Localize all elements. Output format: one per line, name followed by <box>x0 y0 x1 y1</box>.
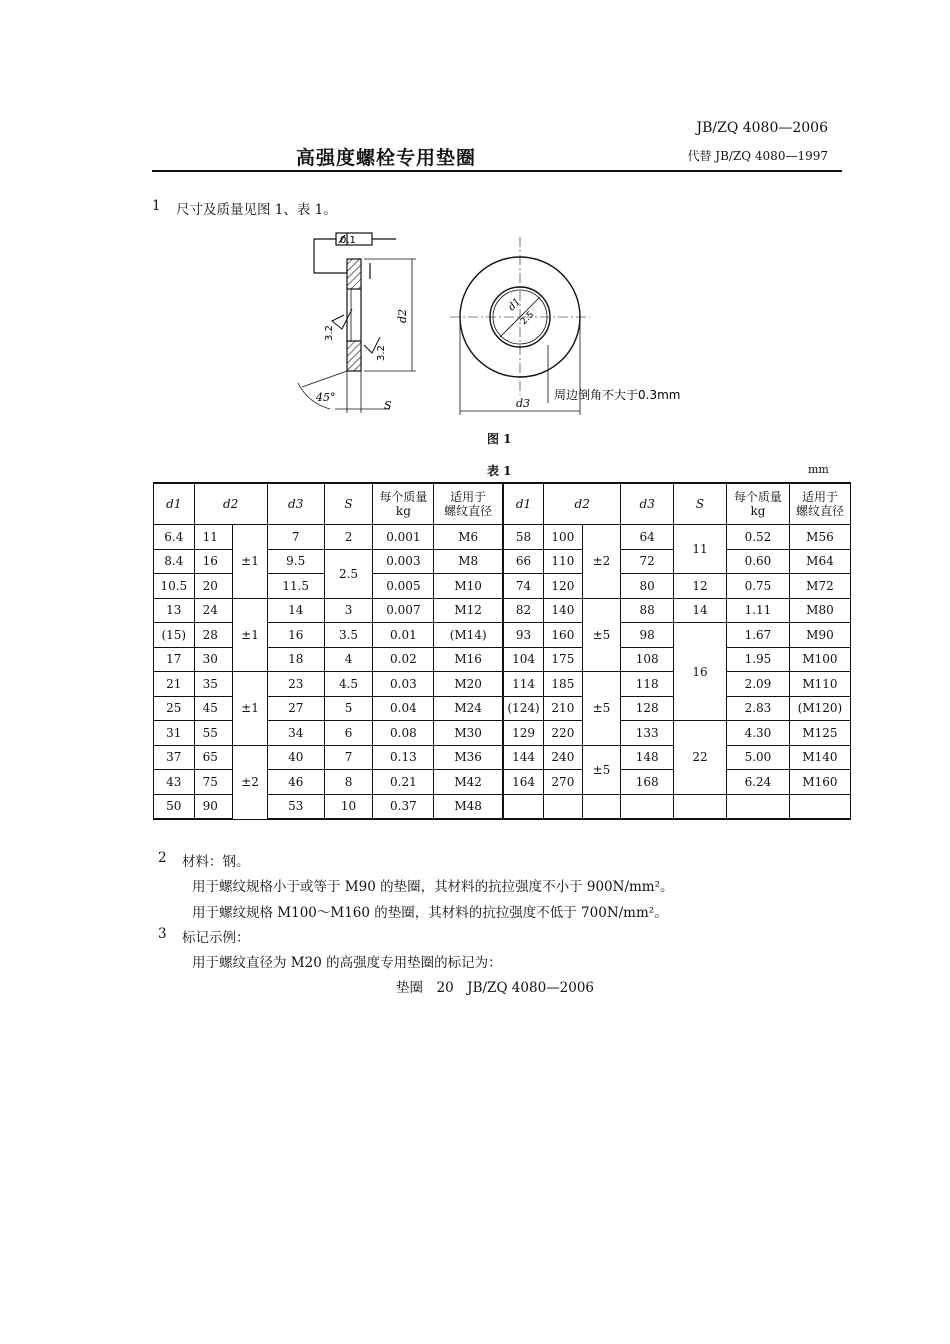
table-cell: M20 <box>434 672 503 697</box>
table-cell: 50 <box>154 794 195 819</box>
table-cell: 220 <box>544 721 583 746</box>
header-d2-right: d2 <box>544 483 621 525</box>
table-cell: 5.00 <box>726 745 789 770</box>
table-cell: 45 <box>194 696 233 721</box>
table-cell: 9.5 <box>267 549 324 574</box>
table-cell: M100 <box>789 647 850 672</box>
table-cell: 75 <box>194 770 233 795</box>
table-cell: 25 <box>154 696 195 721</box>
section-3-number: 3 <box>158 926 167 942</box>
header-d1-right: d1 <box>503 483 544 525</box>
table-cell: 168 <box>621 770 674 795</box>
section-2-number: 2 <box>158 850 167 866</box>
table-cell: 10 <box>324 794 373 819</box>
table-cell: M8 <box>434 549 503 574</box>
table-cell <box>544 794 583 819</box>
table-cell: 2.5 <box>324 549 373 598</box>
table-cell: 98 <box>621 623 674 648</box>
table-cell: 0.003 <box>373 549 434 574</box>
table-cell: 0.03 <box>373 672 434 697</box>
header-d3-right: d3 <box>621 483 674 525</box>
table-cell: M64 <box>789 549 850 574</box>
table-cell: 72 <box>621 549 674 574</box>
table-row <box>154 745 851 770</box>
table-cell: ±5 <box>582 672 621 746</box>
table-cell: M36 <box>434 745 503 770</box>
table-cell: 129 <box>503 721 544 746</box>
table-cell: 1.11 <box>726 598 789 623</box>
table-cell: 0.04 <box>373 696 434 721</box>
dim-small-label: 2.5 <box>519 309 537 328</box>
table-row <box>154 598 851 623</box>
table-cell: 270 <box>544 770 583 795</box>
table-cell <box>582 794 621 819</box>
table-cell: 110 <box>544 549 583 574</box>
table-cell: 210 <box>544 696 583 721</box>
table-cell: 16 <box>194 549 233 574</box>
table-cell: 22 <box>674 721 727 795</box>
section-2-line-2: 用于螺纹规格 M100～M160 的垫圈，其材料的抗拉强度不低于 700N/mm²。 <box>192 905 668 921</box>
table-cell: 133 <box>621 721 674 746</box>
section-3-title: 标记示例： <box>182 930 250 946</box>
table-cell: 0.60 <box>726 549 789 574</box>
table-cell: (15) <box>154 623 195 648</box>
table-cell: M125 <box>789 721 850 746</box>
table-cell: 6 <box>324 721 373 746</box>
table-cell: 240 <box>544 745 583 770</box>
table-cell: 8 <box>324 770 373 795</box>
table-cell: 0.005 <box>373 574 434 599</box>
table-cell: 2.83 <box>726 696 789 721</box>
header-mass-left: 每个质量 kg <box>373 483 434 525</box>
table-cell: M30 <box>434 721 503 746</box>
table-cell: 88 <box>621 598 674 623</box>
table-cell: 8.4 <box>154 549 195 574</box>
roughness-left-label: 3.2 <box>324 325 335 341</box>
table-cell: M12 <box>434 598 503 623</box>
roughness-right-label: 3.2 <box>376 345 387 361</box>
chamfer-note: 周边倒角不大于0.3mm <box>554 388 681 402</box>
table-cell: 0.001 <box>373 525 434 550</box>
table-cell: 4 <box>324 647 373 672</box>
table-cell: ±1 <box>233 525 268 599</box>
table-cell: 65 <box>194 745 233 770</box>
table-cell: 14 <box>674 598 727 623</box>
table-cell <box>503 794 544 819</box>
table-cell: 0.21 <box>373 770 434 795</box>
table-cell: 4.5 <box>324 672 373 697</box>
table-cell: 185 <box>544 672 583 697</box>
table-cell: 35 <box>194 672 233 697</box>
table-cell: 23 <box>267 672 324 697</box>
table-cell: 11 <box>194 525 233 550</box>
table-cell: 40 <box>267 745 324 770</box>
table-cell: 30 <box>194 647 233 672</box>
table-cell: 20 <box>194 574 233 599</box>
table-cell: ±5 <box>582 598 621 672</box>
table-cell: 34 <box>267 721 324 746</box>
table-cell: ±1 <box>233 672 268 746</box>
washer-drawing <box>280 225 720 425</box>
table-cell: 28 <box>194 623 233 648</box>
header-mass-right: 每个质量 kg <box>726 483 789 525</box>
section-2-line-1: 用于螺纹规格小于或等于 M90 的垫圈，其材料的抗拉强度不小于 900N/mm²。 <box>192 879 674 895</box>
table-cell <box>789 794 850 819</box>
table-cell: ±2 <box>582 525 621 599</box>
table-cell: 31 <box>154 721 195 746</box>
table-cell: 2 <box>324 525 373 550</box>
header-thread-right: 适用于 螺纹直径 <box>789 483 850 525</box>
table-cell: 0.08 <box>373 721 434 746</box>
table-row <box>154 525 851 550</box>
table-cell: 0.37 <box>373 794 434 819</box>
dim-d3-label: d3 <box>516 397 531 410</box>
table-cell: 14 <box>267 598 324 623</box>
table-cell: 53 <box>267 794 324 819</box>
table-cell <box>621 794 674 819</box>
standard-number: JB/ZQ 4080—2006 <box>696 120 828 136</box>
table-cell: 120 <box>544 574 583 599</box>
table-cell: M160 <box>789 770 850 795</box>
table-cell: 90 <box>194 794 233 819</box>
table-cell: M110 <box>789 672 850 697</box>
table-cell: 0.75 <box>726 574 789 599</box>
table-cell: 3.5 <box>324 623 373 648</box>
table-cell: 3 <box>324 598 373 623</box>
table-cell: M16 <box>434 647 503 672</box>
table-cell: M48 <box>434 794 503 819</box>
header-d3-left: d3 <box>267 483 324 525</box>
table-cell: (M14) <box>434 623 503 648</box>
table-cell: 5 <box>324 696 373 721</box>
table-cell: 82 <box>503 598 544 623</box>
dimension-table <box>153 482 851 820</box>
header-s-right: S <box>674 483 727 525</box>
table-cell: 13 <box>154 598 195 623</box>
marking-example: 垫圈 20 JB/ZQ 4080—2006 <box>396 980 595 996</box>
table-cell: 164 <box>503 770 544 795</box>
roughness-top-label: 0.1 <box>340 235 356 246</box>
table-cell: (M120) <box>789 696 850 721</box>
table-cell: 0.13 <box>373 745 434 770</box>
table-cell: 160 <box>544 623 583 648</box>
header-thread-left: 适用于 螺纹直径 <box>434 483 503 525</box>
figure-caption: 图 1 <box>487 432 512 446</box>
table-cell: 140 <box>544 598 583 623</box>
table-cell: M6 <box>434 525 503 550</box>
header-d1-left: d1 <box>154 483 195 525</box>
table-cell: M56 <box>789 525 850 550</box>
table-cell: 11.5 <box>267 574 324 599</box>
table-cell: 0.52 <box>726 525 789 550</box>
table-cell: 16 <box>267 623 324 648</box>
section-1-number: 1 <box>152 198 161 214</box>
table-cell: 11 <box>674 525 727 574</box>
table-cell: 144 <box>503 745 544 770</box>
table-cell: 21 <box>154 672 195 697</box>
table-cell: 46 <box>267 770 324 795</box>
table-cell: 7 <box>324 745 373 770</box>
table-cell: 10.5 <box>154 574 195 599</box>
table-row <box>154 672 851 697</box>
table-cell: 0.007 <box>373 598 434 623</box>
table-cell <box>726 794 789 819</box>
header-rule <box>152 170 842 172</box>
table-cell: M80 <box>789 598 850 623</box>
table-cell: M42 <box>434 770 503 795</box>
table-cell: 0.01 <box>373 623 434 648</box>
table-cell: M24 <box>434 696 503 721</box>
table-cell: 100 <box>544 525 583 550</box>
table-cell: 0.02 <box>373 647 434 672</box>
table-cell: 64 <box>621 525 674 550</box>
header-s-left: S <box>324 483 373 525</box>
table-caption: 表 1 <box>487 464 512 478</box>
page-title: 高强度螺栓专用垫圈 <box>296 147 477 169</box>
table-cell: 58 <box>503 525 544 550</box>
table-cell: ±2 <box>233 745 268 819</box>
table-cell: 18 <box>267 647 324 672</box>
table-cell: 114 <box>503 672 544 697</box>
table-cell: 74 <box>503 574 544 599</box>
replaces-note: 代替 JB/ZQ 4080—1997 <box>687 149 828 163</box>
table-cell: 7 <box>267 525 324 550</box>
section-3-line-1: 用于螺纹直径为 M20 的高强度专用垫圈的标记为： <box>192 955 502 971</box>
table-cell: 37 <box>154 745 195 770</box>
table-cell: ±1 <box>233 598 268 672</box>
dim-s-label: S <box>384 399 392 412</box>
table-cell: 16 <box>674 623 727 721</box>
table-cell: M10 <box>434 574 503 599</box>
section-1-text: 尺寸及质量见图 1、表 1。 <box>176 202 337 218</box>
table-cell: M140 <box>789 745 850 770</box>
table-cell: 17 <box>154 647 195 672</box>
table-cell: 175 <box>544 647 583 672</box>
table-cell: 93 <box>503 623 544 648</box>
section-2-title: 材料：钢。 <box>182 854 250 870</box>
table-cell: 6.4 <box>154 525 195 550</box>
header-d2-left: d2 <box>194 483 267 525</box>
table-cell: 128 <box>621 696 674 721</box>
table-cell: 118 <box>621 672 674 697</box>
table-cell: 43 <box>154 770 195 795</box>
table-cell: 6.24 <box>726 770 789 795</box>
table-cell: 1.67 <box>726 623 789 648</box>
table-cell: 27 <box>267 696 324 721</box>
table-cell: ±5 <box>582 745 621 794</box>
table-cell: 148 <box>621 745 674 770</box>
table-cell: 66 <box>503 549 544 574</box>
table-cell: 104 <box>503 647 544 672</box>
table-cell <box>674 794 727 819</box>
table-unit: mm <box>808 463 829 476</box>
table-cell: M90 <box>789 623 850 648</box>
table-cell: 12 <box>674 574 727 599</box>
angle-label: 45° <box>316 391 336 404</box>
table-cell: M72 <box>789 574 850 599</box>
table-cell: 24 <box>194 598 233 623</box>
table-cell: 55 <box>194 721 233 746</box>
dim-d1-label: d1 <box>506 296 524 314</box>
table-cell: 4.30 <box>726 721 789 746</box>
dim-d2-label: d2 <box>396 308 409 323</box>
table-cell: 108 <box>621 647 674 672</box>
table-cell: (124) <box>503 696 544 721</box>
table-cell: 80 <box>621 574 674 599</box>
table-cell: 2.09 <box>726 672 789 697</box>
table-cell: 1.95 <box>726 647 789 672</box>
